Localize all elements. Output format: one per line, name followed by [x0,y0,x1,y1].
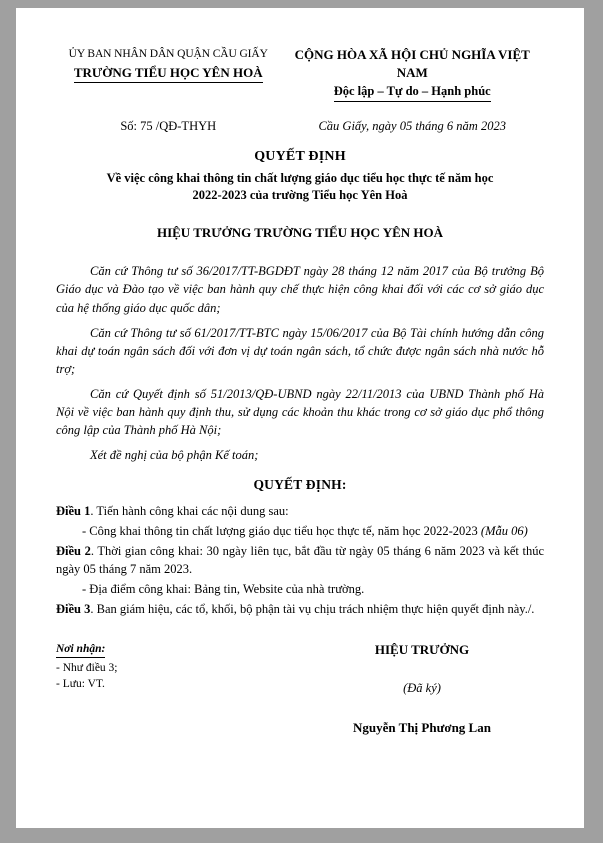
article-1-label: Điều 1 [56,503,91,518]
article-1-text: . Tiến hành công khai các nội dung sau: [90,503,289,518]
document-number: Số: 75 /QĐ-THYH [120,118,217,133]
legal-basis-item: Xét đề nghị của bộ phận Kế toán; [90,448,259,463]
legal-basis-item: Căn cứ Quyết định số 51/2013/QĐ-UBND ngày 22/11/2013 của UBND Thành phố Hà Nội về việc ban hành quy định thu, sử dụng các khoản thu khác trong cơ sở giáo dục phổ thông công lập của Thành phố Hà Nội; [56,387,544,438]
signing-authority-heading: HIỆU TRƯỞNG TRƯỜNG TIỂU HỌC YÊN HOÀ [156,224,444,240]
document-header [56,46,544,102]
title-block [56,148,544,205]
national-title: CỘNG HÒA XÃ HỘI CHỦ NGHĨA VIỆT NAM [294,47,530,80]
recipient-item: - Lưu: VT. [56,677,105,690]
article-3-text: . Ban giám hiệu, các tổ, khối, bộ phận tài vụ chịu trách nhiệm thực hiện quyết định này./. [90,602,535,617]
article-2-text: . Thời gian công khai: 30 ngày liên tục, bắt đầu từ ngày 05 tháng 6 năm 2023 và kết thúc ngày 05 tháng 7 năm 2023. [56,544,544,577]
article-3 [56,600,544,618]
article-1 [56,502,544,520]
national-motto: Độc lập – Tự do – Hạnh phúc [334,83,491,102]
legal-basis-item: Căn cứ Thông tư số 61/2017/TT-BTC ngày 15/06/2017 của Bộ Tài chính hướng dẫn công khai dự toán ngân sách đối với đơn vị dự toán ngân sách, tổ chức được ngân sách nhà nước hỗ trợ; [56,325,544,376]
document-subtitle-line1: Về việc công khai thông tin chất lượng giáo dục tiểu học thực tế năm học [106,170,494,185]
document-subtitle-line2: 2022-2023 của trường Tiểu học Yên Hoà [192,188,408,203]
signer-block [300,641,544,737]
article-1-item-1-note: (Mẫu 06) [480,523,528,538]
legal-bases [56,262,544,464]
article-2-item-1 [56,580,544,598]
article-2 [56,542,544,578]
legal-basis-item: Căn cứ Thông tư số 36/2017/TT-BGDĐT ngày 28 tháng 12 năm 2017 của Bộ trưởng Bộ Giáo dục và Đào tạo về việc ban hành quy chế thực hiện công khai đối với các cơ sở giáo dục của hệ thống giáo dục quốc dân; [56,264,544,315]
signer-name: Nguyễn Thị Phương Lan [353,719,491,735]
recipient-item: - Như điều 3; [56,661,118,674]
header-left [56,46,280,83]
decide-heading: QUYẾT ĐỊNH: [253,476,347,492]
header-right [280,46,544,102]
articles-list [56,502,544,619]
signer-title: HIỆU TRƯỞNG [374,641,470,657]
document-title: QUYẾT ĐỊNH [254,148,346,164]
article-2-item-1-text: - Địa điểm công khai: Bảng tin, Website của nhà trường. [82,582,365,597]
signature-block [56,641,544,737]
document-page [16,8,584,828]
document-content [56,46,544,736]
article-3-label: Điều 3 [56,602,91,617]
recipients-block [56,641,300,737]
document-meta-row [56,118,544,135]
issuing-authority-parent: ỦY BAN NHÂN DÂN QUẬN CẦU GIẤY [68,48,268,60]
article-2-label: Điều 2 [56,544,91,558]
issuing-authority-school: TRƯỜNG TIỂU HỌC YÊN HOÀ [74,64,263,84]
article-1-item-1-text: - Công khai thông tin chất lượng giáo dục tiểu học thực tế, năm học 2022-2023 [82,523,481,538]
signed-note: (Đã ký) [403,681,441,696]
recipients-title: Nơi nhận: [56,641,105,658]
article-1-item-1 [56,522,544,540]
place-and-date: Cầu Giấy, ngày 05 tháng 6 năm 2023 [318,118,506,133]
